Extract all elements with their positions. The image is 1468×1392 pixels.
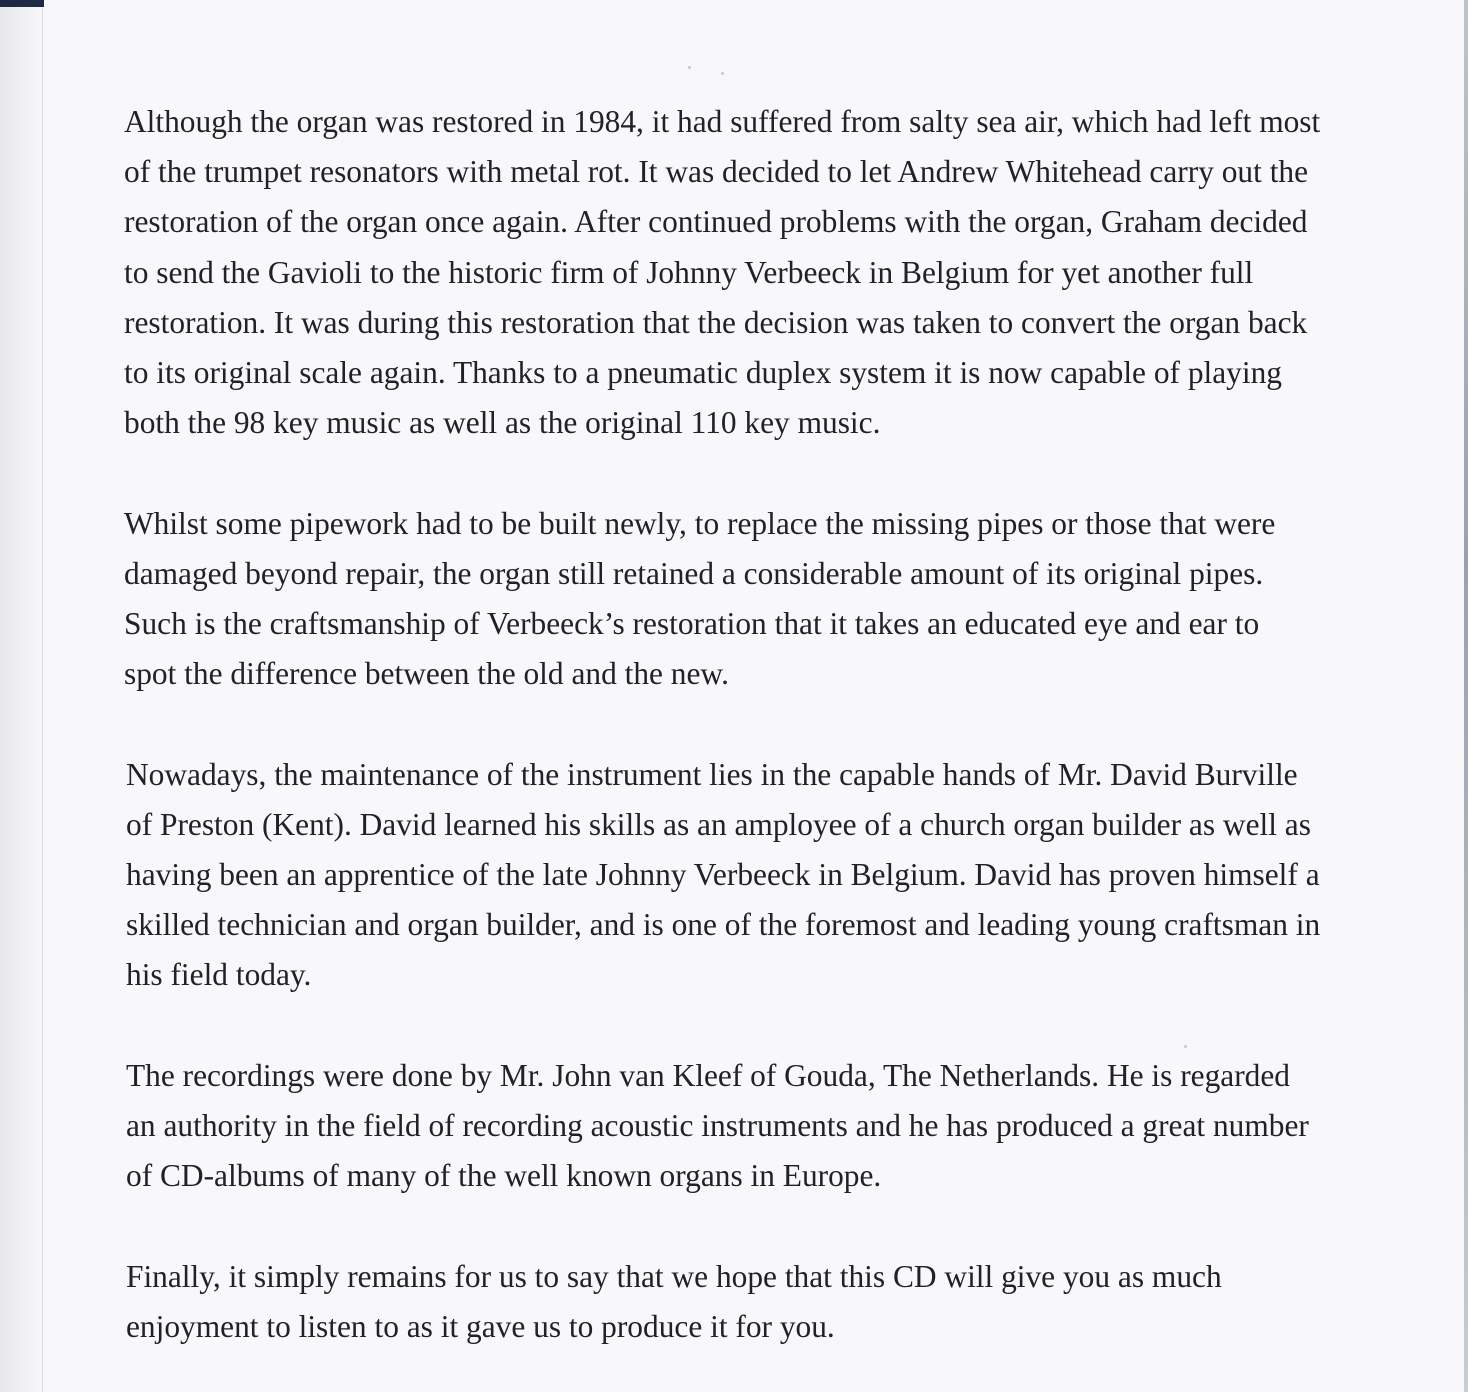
paragraph-pipework: Whilst some pipework had to be built newly, to replace the missing pipes or those that were damaged beyond repair, the organ still retained a considerable amount of its original pipes. Such is the craftsmanship of Verbeeck’s restoration that it takes an educated eye and ear to spot the difference between the old and the new. [124,505,1276,692]
cover-edge-corner [0,0,44,7]
paragraph-restoration-history: Although the organ was restored in 1984, it had suffered from salty sea air, which had left most of the trumpet resonators with metal rot. It was decided to let Andrew Whitehead carry out the restoration of the organ once again. After continued problems with the organ, Graham decided to send the Gavioli to the historic firm of Johnny Verbeeck in Belgium for yet another full restoration. It was during this restoration that the decision was taken to convert the organ back to its original scale again. Thanks to a pneumatic duplex system it is now capable of playing both the 98 key music as well as the original 110 key music. [124,104,1321,441]
page-left-margin [0,0,44,1392]
paragraph-maintenance: Nowadays, the maintenance of the instrument lies in the capable hands of Mr. David Burville of Preston (Kent). David learned his skills as an amployee of a church organ builder as well as having been an apprentice of the late Johnny Verbeeck in Belgium. David has proven himself a skilled technician and organ builder, and is one of the foremost and leading young craftsman in his field today. [126,756,1321,993]
paragraph-recordings: The recordings were done by Mr. John van Kleef of Gouda, The Netherlands. He is regarded an authority in the field of recording acoustic instruments and he has produced a great number of CD-albums of many of the well known organs in Europe. [126,1057,1309,1194]
booklet-body-text [124,97,1414,1352]
paragraph-closing: Finally, it simply remains for us to say that we hope that this CD will give you as much enjoyment to listen to as it gave us to produce it for you. [126,1258,1222,1344]
paper-speck [688,66,691,69]
paper-speck [721,72,724,75]
page-right-edge [1464,0,1468,1392]
booklet-fold-line [42,0,43,1392]
